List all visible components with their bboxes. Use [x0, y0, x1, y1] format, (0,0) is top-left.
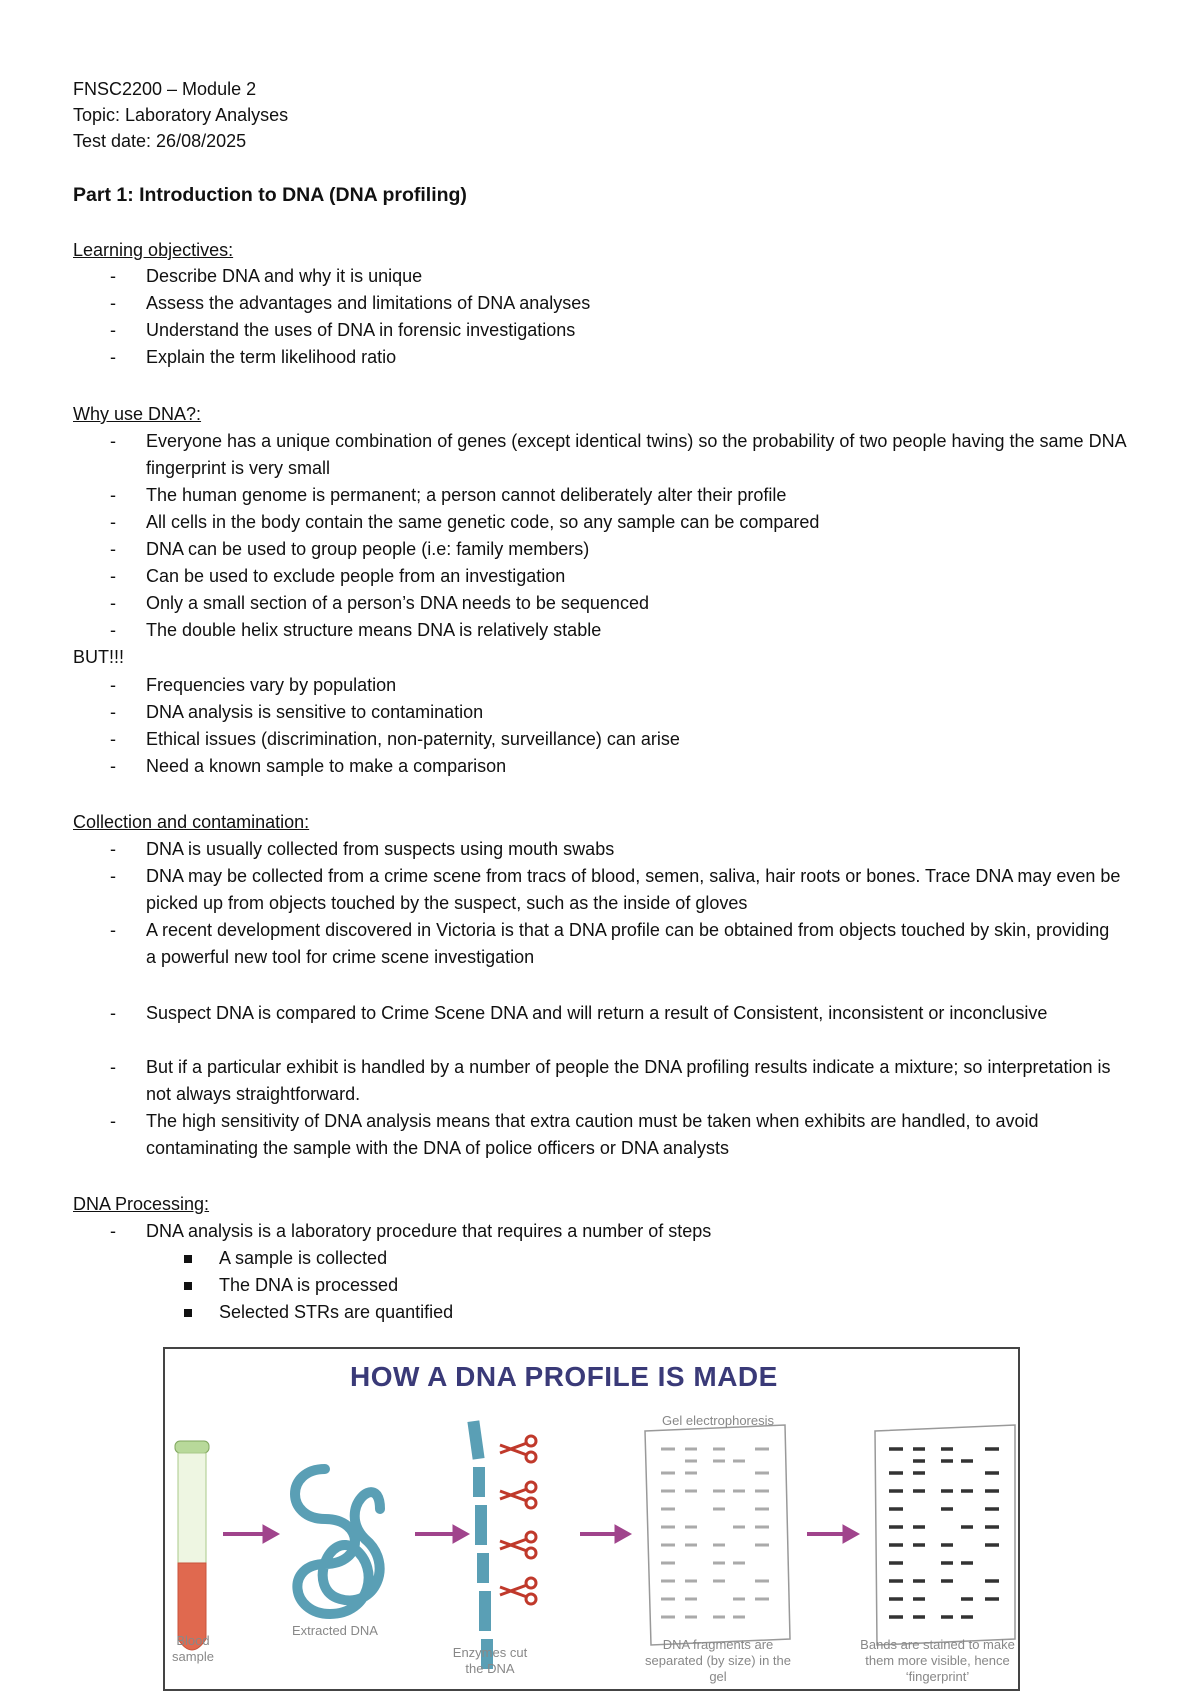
blood-tube-icon — [175, 1441, 209, 1650]
gel-label: Gel electrophoresis — [662, 1413, 774, 1428]
bullet-dash: - — [110, 539, 116, 559]
dna-strand-icon — [295, 1469, 380, 1614]
but-label: BUT!!! — [73, 647, 125, 667]
learning-heading: Learning objectives: — [73, 240, 234, 260]
arrow-icon — [580, 1525, 631, 1543]
bullet-dash: - — [110, 347, 116, 367]
part-title: Part 1: Introduction to DNA (DNA profiling) — [73, 184, 467, 206]
scissors-icon — [500, 1436, 536, 1604]
list-item: But if a particular exhibit is handled by a number of people the DNA profiling results indicate a mixture; so interpretation is not always straightforward. — [146, 1057, 1111, 1104]
bullet-dash: - — [110, 839, 116, 859]
list-item: The human genome is permanent; a person cannot deliberately alter their profile — [146, 485, 787, 505]
gel-icon — [645, 1425, 790, 1645]
list-item: Understand the uses of DNA in forensic investigations — [146, 320, 576, 340]
bullet-dash: - — [110, 1111, 116, 1131]
list-item: The double helix structure means DNA is relatively stable — [146, 620, 602, 640]
bullet-dash: - — [110, 566, 116, 586]
sub-item: Selected STRs are quantified — [219, 1302, 454, 1322]
sub-item: The DNA is processed — [219, 1275, 399, 1295]
list-item: DNA analysis is sensitive to contamination — [146, 702, 484, 722]
fragments-caption: DNA fragments are separated (by size) in the gel — [645, 1637, 791, 1684]
bullet-dash: - — [110, 293, 116, 313]
figure-title: HOW A DNA PROFILE IS MADE — [350, 1361, 778, 1392]
square-bullet — [184, 1309, 192, 1317]
arrow-icon — [415, 1525, 469, 1543]
test-date-line: Test date: 26/08/2025 — [73, 131, 247, 151]
bullet-dash: - — [110, 866, 116, 886]
processing-heading: DNA Processing: — [73, 1194, 210, 1214]
list-item: Ethical issues (discrimination, non-paternity, surveillance) can arise — [146, 729, 680, 749]
list-item: Assess the advantages and limitations of DNA analyses — [146, 293, 591, 313]
bullet-dash: - — [110, 702, 116, 722]
square-bullet — [184, 1255, 192, 1263]
bullet-dash: - — [110, 1057, 116, 1077]
why-heading: Why use DNA?: — [73, 404, 202, 424]
blood-caption: Blood sample — [172, 1633, 214, 1664]
bullet-dash: - — [110, 485, 116, 505]
sub-item: A sample is collected — [219, 1248, 388, 1268]
bullet-dash: - — [110, 920, 116, 940]
bullet-dash: - — [110, 431, 116, 451]
list-item: DNA may be collected from a crime scene from tracs of blood, semen, saliva, hair roots or bones. Trace DNA may even be picked up from objects touched by the suspect, such as the inside of gloves — [146, 866, 1121, 913]
list-item: All cells in the body contain the same genetic code, so any sample can be compared — [146, 512, 820, 532]
bullet-dash: - — [110, 1221, 116, 1241]
bullet-dash: - — [110, 512, 116, 532]
stained-gel-icon — [875, 1425, 1015, 1645]
bullet-dash: - — [110, 729, 116, 749]
list-item: The high sensitivity of DNA analysis means that extra caution must be taken when exhibits are handled, to avoid contaminating the sample with the DNA of police officers or DNA analysts — [146, 1111, 1039, 1158]
arrow-icon — [223, 1525, 279, 1543]
dna-profile-figure — [163, 1347, 1020, 1691]
list-item: Describe DNA and why it is unique — [146, 266, 423, 286]
bullet-dash: - — [110, 675, 116, 695]
extracted-caption: Extracted DNA — [292, 1623, 378, 1638]
bullet-dash: - — [110, 266, 116, 286]
list-item: Only a small section of a person’s DNA needs to be sequenced — [146, 593, 649, 613]
bullet-dash: - — [110, 1003, 116, 1023]
bullet-dash: - — [110, 756, 116, 776]
list-item: DNA is usually collected from suspects using mouth swabs — [146, 839, 615, 859]
dna-fragments-icon — [467, 1420, 493, 1669]
square-bullet — [184, 1282, 192, 1290]
bullet-dash: - — [110, 593, 116, 613]
list-item: DNA analysis is a laboratory procedure that requires a number of steps — [146, 1221, 712, 1241]
course-line: FNSC2200 – Module 2 — [73, 79, 257, 99]
enzymes-caption: Enzymes cut the DNA — [452, 1645, 528, 1676]
list-item: Explain the term likelihood ratio — [146, 347, 397, 367]
bullet-dash: - — [110, 320, 116, 340]
list-item: A recent development discovered in Victoria is that a DNA profile can be obtained from objects touched by skin, providing a powerful new tool for crime scene investigation — [146, 920, 1110, 967]
list-item: Need a known sample to make a comparison — [146, 756, 507, 776]
list-item: Can be used to exclude people from an investigation — [146, 566, 566, 586]
collection-heading: Collection and contamination: — [73, 812, 310, 832]
bands-caption: Bands are stained to make them more visible, hence ‘fingerprint’ — [860, 1637, 1015, 1684]
list-item: Suspect DNA is compared to Crime Scene DNA and will return a result of Consistent, inconsistent or inconclusive — [146, 1003, 1048, 1023]
bullet-dash: - — [110, 620, 116, 640]
list-item: DNA can be used to group people (i.e: family members) — [146, 539, 590, 559]
arrow-icon — [807, 1525, 859, 1543]
list-item: Everyone has a unique combination of genes (except identical twins) so the probability of two people having the same DNA fingerprint is very small — [146, 431, 1126, 478]
topic-line: Topic: Laboratory Analyses — [73, 105, 289, 125]
list-item: Frequencies vary by population — [146, 675, 397, 695]
